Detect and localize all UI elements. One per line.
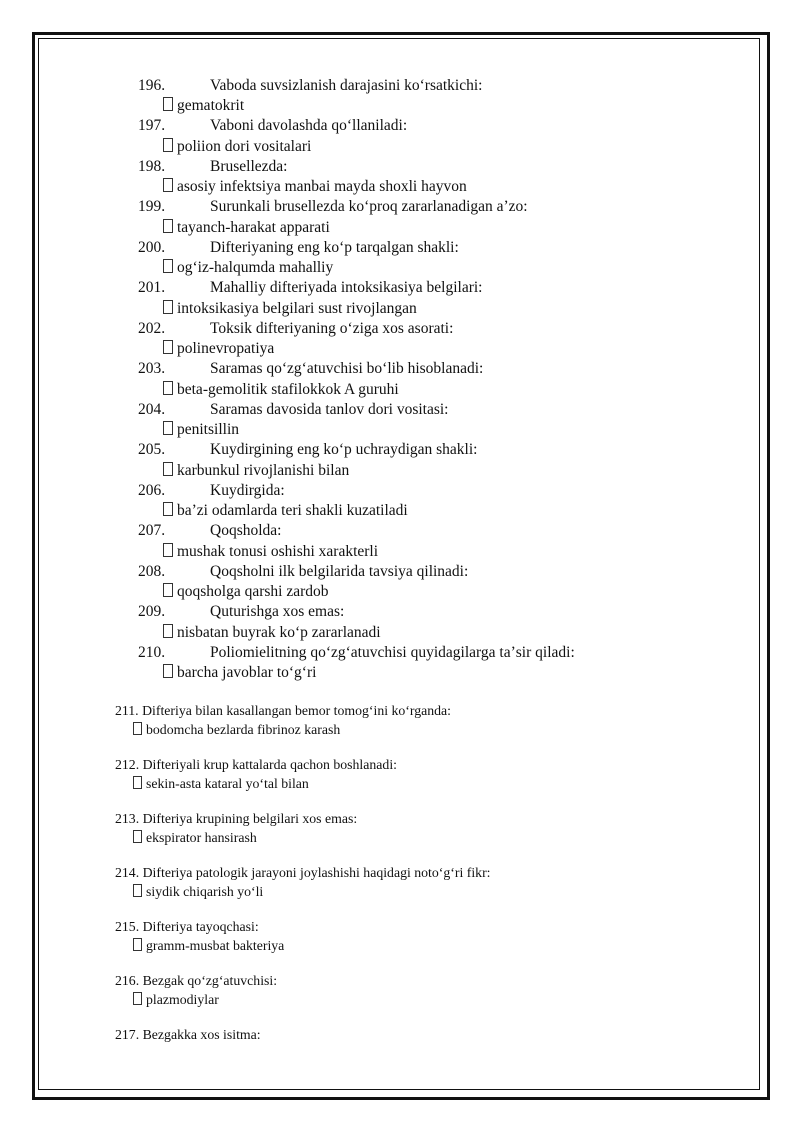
answer-211 xyxy=(133,722,340,738)
question-217: 217. Bezgakka xos isitma: xyxy=(115,1027,261,1042)
answer-text: qoqsholga qarshi zardob xyxy=(177,583,329,600)
answer-216 xyxy=(133,992,219,1008)
checkbox-icon xyxy=(133,830,142,843)
question-text: Kuydirgining eng koʻp uchraydigan shakli: xyxy=(210,441,478,458)
question-text: Poliomielitning qoʻzgʻatuvchisi quyidagilarga taʼsir qiladi: xyxy=(210,644,575,661)
answer-201 xyxy=(163,300,417,318)
answer-text: baʼzi odamlarda teri shakli kuzatiladi xyxy=(177,502,408,519)
answer-200 xyxy=(163,259,333,277)
checkbox-icon xyxy=(163,178,173,192)
answer-text: gematokrit xyxy=(177,97,245,114)
question-213: 213. Difteriya krupining belgilari xos emas: xyxy=(115,811,358,826)
question-text: Kuydirgida: xyxy=(210,482,285,499)
question-203: 203. Saramas qoʻzgʻatuvchisi boʻlib hisoblanadi: xyxy=(138,360,484,377)
answer-207 xyxy=(163,543,378,561)
answer-text: beta-gemolitik stafilokkok A guruhi xyxy=(177,381,399,398)
answer-206 xyxy=(163,502,408,520)
answer-214 xyxy=(133,884,263,900)
question-text: Vaboda suvsizlanish darajasini koʻrsatkichi: xyxy=(210,77,483,94)
question-198: 198. Brusellezda: xyxy=(138,158,288,175)
answer-208 xyxy=(163,583,329,601)
answer-text: mushak tonusi oshishi xarakterli xyxy=(177,543,379,560)
answer-213 xyxy=(133,830,257,846)
checkbox-icon xyxy=(133,992,142,1005)
answer-text: nisbatan buyrak koʻp zararlanadi xyxy=(177,624,381,641)
question-215: 215. Difteriya tayoqchasi: xyxy=(115,919,259,934)
checkbox-icon xyxy=(163,502,173,516)
checkbox-icon xyxy=(163,259,173,273)
question-210: 210. Poliomielitning qoʻzgʻatuvchisi quyidagilarga taʼsir qiladi: xyxy=(138,644,575,661)
answer-210 xyxy=(163,664,316,682)
checkbox-icon xyxy=(133,884,142,897)
question-text: Saramas davosida tanlov dori vositasi: xyxy=(210,401,449,418)
answer-209 xyxy=(163,624,381,642)
answer-text: poliion dori vositalari xyxy=(177,138,312,155)
answer-text: tayanch-harakat apparati xyxy=(177,219,330,236)
question-text: Toksik difteriyaning oʻziga xos asorati: xyxy=(210,320,454,337)
question-206: 206. Kuydirgida: xyxy=(138,482,285,499)
question-text: Mahalliy difteriyada intoksikasiya belgilari: xyxy=(210,279,483,296)
question-text: Brusellezda: xyxy=(210,158,288,175)
question-text: Surunkali brusellezda koʻproq zararlanadigan aʼzo: xyxy=(210,198,528,215)
question-202: 202. Toksik difteriyaning oʻziga xos asorati: xyxy=(138,320,454,337)
answer-212 xyxy=(133,776,309,792)
checkbox-icon xyxy=(163,543,173,557)
question-207: 207. Qoqsholda: xyxy=(138,522,282,539)
answer-198 xyxy=(163,178,467,196)
question-text: Qoqsholda: xyxy=(210,522,282,539)
answer-text: ogʻiz-halqumda mahalliy xyxy=(177,259,334,276)
answer-204 xyxy=(163,421,239,439)
question-200: 200. Difteriyaning eng koʻp tarqalgan shakli: xyxy=(138,239,459,256)
checkbox-icon xyxy=(133,776,142,789)
checkbox-icon xyxy=(163,583,173,597)
answer-text: penitsillin xyxy=(177,421,239,438)
answer-202 xyxy=(163,340,274,358)
answer-203 xyxy=(163,381,399,399)
answer-197 xyxy=(163,138,311,156)
answer-text: gramm-musbat bakteriya xyxy=(146,938,285,953)
answer-196 xyxy=(163,97,244,115)
question-214: 214. Difteriya patologik jarayoni joylashishi haqidagi notoʻgʻri fikr: xyxy=(115,865,491,880)
checkbox-icon xyxy=(163,138,173,152)
checkbox-icon xyxy=(163,219,173,233)
answer-199 xyxy=(163,219,330,237)
checkbox-icon xyxy=(163,97,173,111)
answer-text: karbunkul rivojlanishi bilan xyxy=(177,462,350,479)
checkbox-icon xyxy=(163,664,173,678)
question-204: 204. Saramas davosida tanlov dori vositasi: xyxy=(138,401,449,418)
question-216: 216. Bezgak qoʻzgʻatuvchisi: xyxy=(115,973,278,988)
answer-text: ekspirator hansirash xyxy=(146,830,257,845)
question-text: Quturishga xos emas: xyxy=(210,603,345,620)
checkbox-icon xyxy=(163,421,173,435)
question-text: Saramas qoʻzgʻatuvchisi boʻlib hisoblanadi: xyxy=(210,360,484,377)
checkbox-icon xyxy=(133,722,142,735)
question-209: 209. Quturishga xos emas: xyxy=(138,603,345,620)
answer-text: sekin-asta kataral yoʻtal bilan xyxy=(146,776,309,791)
checkbox-icon xyxy=(163,462,173,476)
question-208: 208. Qoqsholni ilk belgilarida tavsiya qilinadi: xyxy=(138,563,469,580)
answer-text: bodomcha bezlarda fibrinoz karash xyxy=(146,722,341,737)
question-212: 212. Difteriyali krup kattalarda qachon boshlanadi: xyxy=(115,757,397,772)
checkbox-icon xyxy=(163,381,173,395)
question-197: 197. Vaboni davolashda qoʻllaniladi: xyxy=(138,117,408,134)
question-205: 205. Kuydirgining eng koʻp uchraydigan shakli: xyxy=(138,441,478,458)
question-201: 201. Mahalliy difteriyada intoksikasiya belgilari: xyxy=(138,279,483,296)
question-text: Vaboni davolashda qoʻllaniladi: xyxy=(210,117,408,134)
answer-text: intoksikasiya belgilari sust rivojlangan xyxy=(177,300,417,317)
answer-text: barcha javoblar toʻgʻri xyxy=(177,664,317,681)
question-text: Qoqsholni ilk belgilarida tavsiya qilinadi: xyxy=(210,563,469,580)
answer-text: siydik chiqarish yoʻli xyxy=(146,884,264,899)
question-199: 199. Surunkali brusellezda koʻproq zararlanadigan aʼzo: xyxy=(138,198,528,215)
answer-215 xyxy=(133,938,284,954)
question-196: 196. Vaboda suvsizlanish darajasini koʻrsatkichi: xyxy=(138,77,483,94)
answer-text: plazmodiylar xyxy=(146,992,219,1007)
answer-text: asosiy infektsiya manbai mayda shoxli hayvon xyxy=(177,178,467,195)
checkbox-icon xyxy=(133,938,142,951)
checkbox-icon xyxy=(163,300,173,314)
checkbox-icon xyxy=(163,624,173,638)
question-text: Difteriyaning eng koʻp tarqalgan shakli: xyxy=(210,239,459,256)
answer-205 xyxy=(163,462,349,480)
question-211: 211. Difteriya bilan kasallangan bemor tomogʻini koʻrganda: xyxy=(115,703,452,718)
answer-text: polinevropatiya xyxy=(177,340,275,357)
checkbox-icon xyxy=(163,340,173,354)
